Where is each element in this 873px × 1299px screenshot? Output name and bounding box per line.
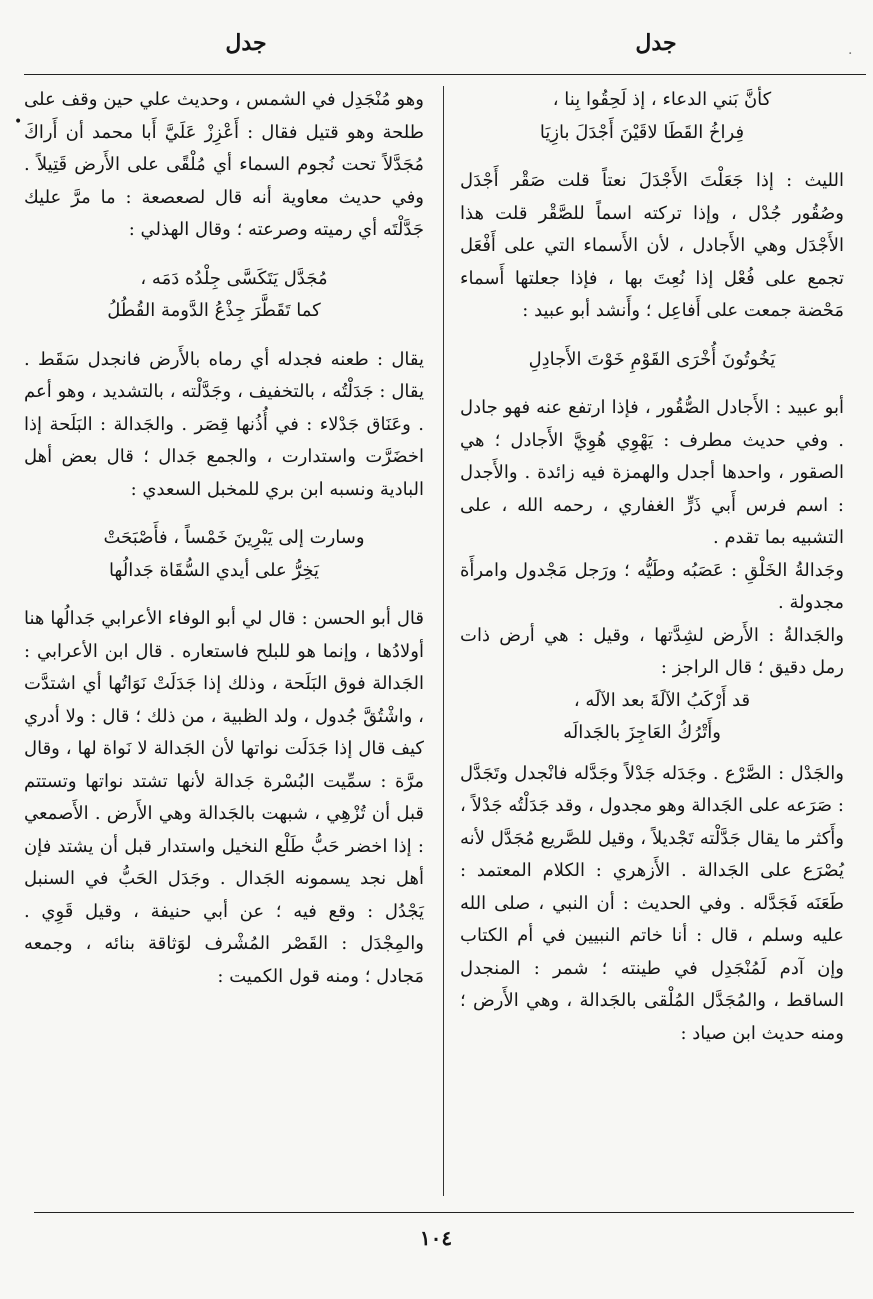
left-column	[24, 84, 424, 993]
paragraph: وهو مُنْجَدِل في الشمس ، وحديث علي حين وقف على طلحة وهو قتيل فقال : أَعْزِزْ عَلَيَّ أَبا محمد أن أَراكَ مُجَدَّلاً تحت نُجوم السماء أي مُلْقًى على الأَرض قَتِيلاً . وفي حديث معاوية أنه قال لصعصعة : ما مرَّ عليك جَدَّلْتَه أي رميته وصرعته ؛ وقال الهذلي :	[24, 89, 424, 240]
verse-line: فِراخُ القَطَا لاقَيْنَ أَجْدَلَ بازِيَا	[539, 121, 745, 143]
verse-line: يَخِرُّ على أيدي السُّقَاة جَدالُها	[108, 559, 320, 581]
paragraph: أبو عبيد : الأَجادل الصُّقُور ، فإذا ارتفع عنه فهو جادل . وفي حديث مطرف : يَهْوِي هُوِيَّ الأَجادل ؛ هي الصقور ، واحدها أجدل والهمزة فيه زائدة . والأَجدل : اسم فرس أَبي ذَرٍّ الغفاري ، رحمه الله ، على التشبيه بما تقدم .	[460, 397, 844, 548]
paragraph: الليث : إذا جَعَلْتَ الأَجْدَلَ نعتاً قلت صَقْر أَجْدَل وصُقُور جُدْل ، وإذا تركته اسماً للصَّقْر قلت هذا الأَجْدَل وهي الأَجادل ، لأن الأَسماء التي على أَفْعَل تجمع على فُعْل إذا نُعِتَ بها ، فإذا جعلتها أَسماء مَحْضة جمعت على أَفاعِل ؛ وأَنشد أبو عبيد :	[460, 170, 844, 321]
right-column	[460, 84, 844, 1050]
verse-line: وأَتْرُكُ العَاجِزَ بالجَدالَه	[563, 722, 721, 743]
header-title-left: جدل	[225, 30, 267, 56]
bottom-rule	[34, 1212, 854, 1213]
verse-line: يَخُوتُونَ أُخْرَى القَوْمِ خَوْتَ الأَجادِلِ	[528, 348, 776, 370]
verse-line: وسارت إلى يَبْرِينَ خَمْساً ، فأَصْبَحَتْ	[103, 527, 365, 548]
bullet-mark: •	[14, 114, 23, 130]
header-title-right: جدل	[635, 30, 677, 56]
verse-line: مُجَدَّل يَتَكَسَّى جِلْدُه دَمَه ،	[140, 267, 328, 289]
paragraph: يقال : طعنه فجدله أي رماه بالأَرض فانجدل سَقَط . يقال : جَدَلْتُه ، بالتخفيف ، وجَدَّلْته ، بالتشديد ، وهو أعم . وعَنَاق جَدْلاء : في أُذُنها قِصَر . والجَدالة : البَلَحة إذا اخضَرَّت واستدارت ، والجمع جَدال ؛ قال بعض أهل البادية ونسبه ابن بري للمخبل السعدي :	[24, 348, 424, 500]
verse-line: كما تَقَطَّرَ جِذْعُ الدَّومة القُطُلُ	[107, 300, 321, 321]
paragraph: والجَدالةُ : الأَرض لشِدَّتها ، وقيل : هي أرض ذات رمل دقيق ؛ قال الراجز :	[460, 624, 844, 678]
column-divider	[443, 86, 444, 1196]
speck-mark: ·	[848, 46, 853, 62]
paragraph: والجَدْل : الصَّرْع . وجَدَله جَدْلاً وجَدَّله فانْجدل وتَجَدَّل : صَرَعه على الجَدالة وهو مجدول ، وقد جَدَلْتُه جَدْلاً ، وأَكثر ما يقال جَدَّلْته تَجْديلاً ، وقيل للصَّريع مُجَدَّل لأنه يُصْرَع على الجَدالة . الأَزهري : الكلام المعتمد : طَعَنَه فَجَدَّله . وفي الحديث : أن النبي ، صلى الله عليه وسلم ، قال : أنا خاتم النبيين في أم الكتاب وإن آدم لَمُنْجَدِل في طينته ؛ شمر : المنجدل الساقط ، والمُجَدَّل المُلْقى بالجَدالة ، وهي الأَرض ؛ ومنه حديث ابن صياد :	[460, 762, 844, 1044]
page-number: ١٠٤	[419, 1226, 453, 1250]
top-rule	[24, 74, 866, 75]
verse-line: قد أَرْكَبُ الآلَةَ بعد الآلَه ،	[573, 689, 751, 711]
paragraph: قال أبو الحسن : قال لي أبو الوفاء الأعرابي جَدالُها هنا أولادُها ، وإنما هو للبلح فاستعاره . قال ابن الأعرابي : الجَدالة فوق البَلَحة ، وذلك إذا جَدَلَتْ نَوَاتُها أي اشتدَّت ، واشْتُقَّ جُدول ، ولد الظبية ، من ذلك ؛ قال : ولا أدري كيف قال إذا جَدَلَت نواتها لأن الجَدالة لا نَواة لها ، وقال مرَّة : سمِّيت البُسْرة جَدالة لأنها تشتد نواتها وتستتم قبل أن تُزْهِي ، شبهت بالجَدالة وهي الأَرض . الأَصمعي : إذا اخضر حَبُّ طَلْع النخيل واستدار قبل أن يشتد فإن أهل نجد يسمونه الجَدال . وجَدَل الحَبُّ في السنبل يَجْدُل : وقع فيه ؛ عن أبي حنيفة ، وقيل قَوِي . والمِجْدَل : القَصْر المُشْرف لوَثاقة بنائه ، وجمعه مَجادل ؛ ومنه قول الكميت :	[24, 608, 424, 987]
paragraph: وجَدالةُ الخَلْقِ : عَصَبُه وطَيُّه ؛ ورَجل مَجْدول وامرأَة مجدولة .	[460, 559, 844, 613]
verse-line: كأنَّ بَني الدعاء ، إذ لَحِقُوا بِنا ،	[552, 89, 772, 110]
